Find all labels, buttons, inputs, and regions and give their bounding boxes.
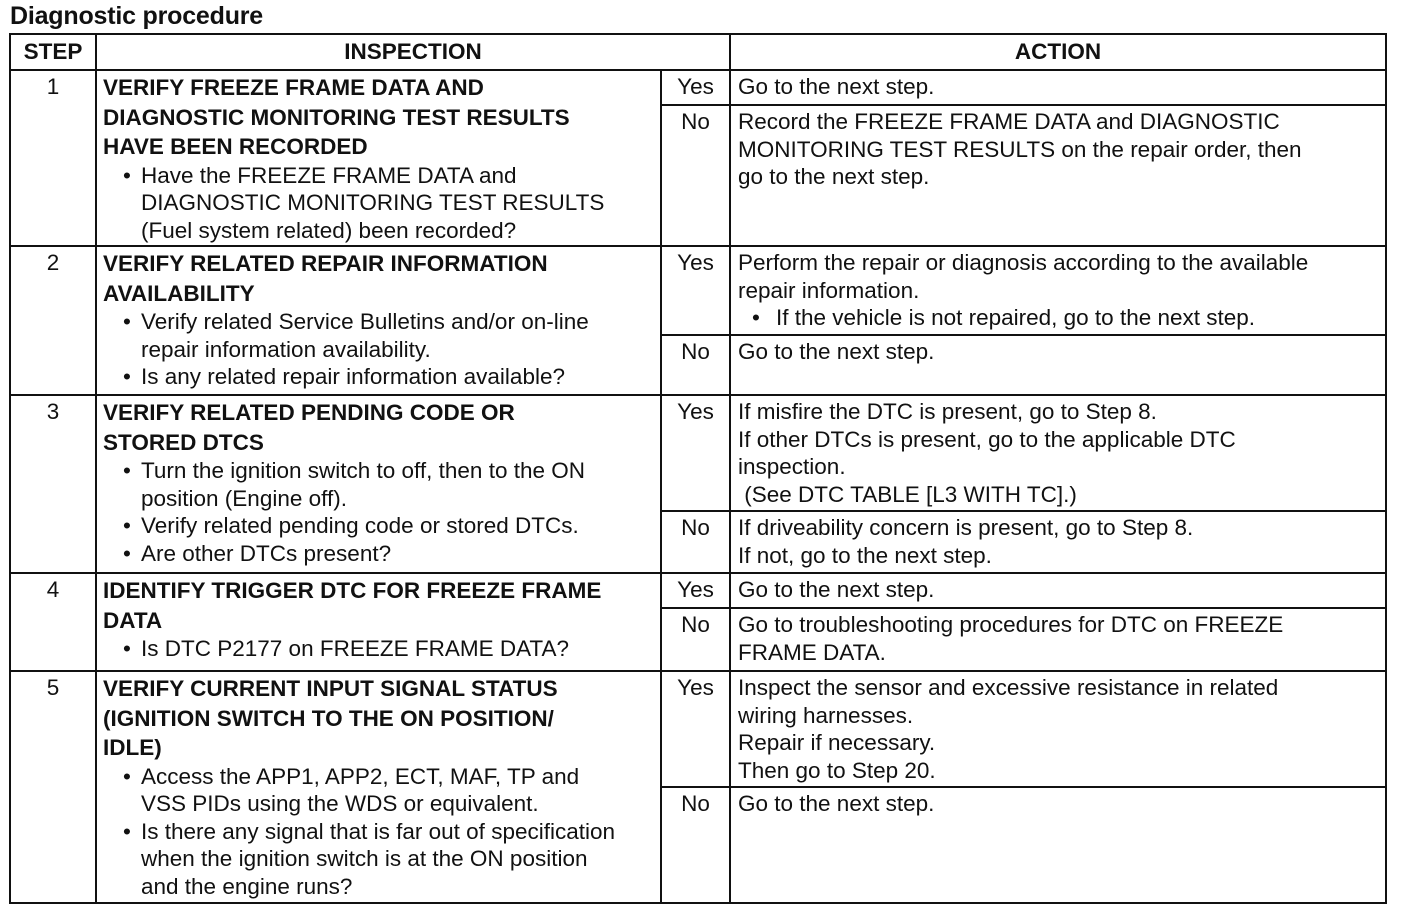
inspection-title xyxy=(103,249,654,308)
step-number: 2 xyxy=(10,246,96,395)
action-line: FRAME DATA. xyxy=(738,639,886,665)
no-action xyxy=(730,105,1386,246)
inspection-bullet xyxy=(123,162,654,245)
no-label: No xyxy=(661,511,730,573)
inspection-cell xyxy=(96,246,661,395)
inspection-title-line: VERIFY FREEZE FRAME DATA AND xyxy=(103,75,484,100)
step-number: 5 xyxy=(10,671,96,903)
inspection-bullet xyxy=(123,512,654,540)
inspection-bullets xyxy=(103,457,654,567)
inspection-bullets xyxy=(103,635,654,663)
action-line: If misfire the DTC is present, go to Step 8. xyxy=(738,399,1157,424)
yes-action xyxy=(730,671,1386,787)
no-action xyxy=(730,787,1386,903)
yes-label: Yes xyxy=(661,70,730,105)
action-line: Inspect the sensor and excessive resistance in related xyxy=(738,675,1279,700)
inspection-cell xyxy=(96,70,661,246)
header-step: STEP xyxy=(10,34,96,70)
no-action xyxy=(730,608,1386,671)
inspection-cell xyxy=(96,671,661,903)
inspection-title xyxy=(103,674,654,763)
inspection-bullet-line: VSS PIDs using the WDS or equivalent. xyxy=(141,791,539,816)
inspection-bullet-line: • Verify related pending code or stored DTCs. xyxy=(141,513,579,538)
step-number: 3 xyxy=(10,395,96,573)
no-label: No xyxy=(661,608,730,671)
action-bullets xyxy=(738,304,1377,332)
inspection-bullets xyxy=(103,763,654,901)
yes-label: Yes xyxy=(661,246,730,335)
table-row xyxy=(10,246,1386,335)
action-line: Perform the repair or diagnosis according to the available xyxy=(738,250,1309,275)
inspection-bullet-line: • Turn the ignition switch to off, then to the ON xyxy=(141,458,585,483)
inspection-cell xyxy=(96,573,661,671)
action-line: If other DTCs is present, go to the applicable DTC xyxy=(738,426,1236,452)
yes-label: Yes xyxy=(661,573,730,608)
header-inspection: INSPECTION xyxy=(96,34,730,70)
inspection-cell xyxy=(96,395,661,573)
action-line: Go to the next step. xyxy=(738,791,935,816)
inspection-title xyxy=(103,398,654,457)
action-bullet: • If the vehicle is not repaired, go to the next step. xyxy=(752,304,1377,332)
inspection-bullet xyxy=(123,457,654,512)
step-number: 1 xyxy=(10,70,96,246)
inspection-bullet-line: • Have the FREEZE FRAME DATA and xyxy=(141,162,517,188)
action-line: Go to the next step. xyxy=(738,74,935,99)
yes-action xyxy=(730,70,1386,105)
inspection-bullet-line: • Is DTC P2177 on FREEZE FRAME DATA? xyxy=(141,636,570,661)
inspection-bullet-line: • Are other DTCs present? xyxy=(141,540,392,566)
table-row xyxy=(10,395,1386,511)
step-number: 4 xyxy=(10,573,96,671)
no-label: No xyxy=(661,335,730,395)
inspection-bullet xyxy=(123,818,654,901)
yes-label: Yes xyxy=(661,671,730,787)
no-action xyxy=(730,335,1386,395)
inspection-bullet-line: (Fuel system related) been recorded? xyxy=(141,217,517,243)
inspection-bullets xyxy=(103,308,654,391)
action-line: repair information. xyxy=(738,277,920,303)
inspection-bullet xyxy=(123,363,654,391)
inspection-title-line: DATA xyxy=(103,607,163,633)
header-action: ACTION xyxy=(730,34,1386,70)
yes-action xyxy=(730,573,1386,608)
inspection-bullet xyxy=(123,308,654,363)
action-line: wiring harnesses. xyxy=(738,702,914,728)
action-line: (See DTC TABLE [L3 WITH TC].) xyxy=(738,481,1077,507)
table-row xyxy=(10,70,1386,105)
inspection-bullet xyxy=(123,540,654,568)
inspection-bullet-line: • Access the APP1, APP2, ECT, MAF, TP and xyxy=(141,763,580,789)
action-line: Go to the next step. xyxy=(738,339,935,364)
action-line: If driveability concern is present, go to Step 8. xyxy=(738,515,1194,540)
action-line: Record the FREEZE FRAME DATA and DIAGNOSTIC xyxy=(738,109,1280,134)
inspection-title-line: DIAGNOSTIC MONITORING TEST RESULTS xyxy=(103,104,570,130)
action-line: Go to troubleshooting procedures for DTC on FREEZE xyxy=(738,612,1284,637)
inspection-title-line: STORED DTCS xyxy=(103,429,264,455)
inspection-bullet-line: position (Engine off). xyxy=(141,485,347,511)
inspection-title-line: HAVE BEEN RECORDED xyxy=(103,134,368,159)
inspection-bullet-line: DIAGNOSTIC MONITORING TEST RESULTS xyxy=(141,190,605,215)
inspection-title-line: VERIFY RELATED REPAIR INFORMATION xyxy=(103,251,548,276)
no-label: No xyxy=(661,105,730,246)
inspection-title-line: IDENTIFY TRIGGER DTC FOR FREEZE FRAME xyxy=(103,578,602,603)
yes-action xyxy=(730,246,1386,335)
header-row xyxy=(10,34,1386,70)
no-action xyxy=(730,511,1386,573)
action-line: go to the next step. xyxy=(738,164,930,189)
inspection-title-line: IDLE) xyxy=(103,735,162,760)
inspection-title-line: VERIFY CURRENT INPUT SIGNAL STATUS xyxy=(103,676,558,701)
no-label: No xyxy=(661,787,730,903)
inspection-bullet-line: repair information availability. xyxy=(141,336,431,362)
action-line: Go to the next step. xyxy=(738,577,935,602)
action-line: inspection. xyxy=(738,454,846,479)
inspection-title xyxy=(103,576,654,635)
inspection-bullet xyxy=(123,763,654,818)
inspection-title-line: AVAILABILITY xyxy=(103,280,255,306)
action-line: Then go to Step 20. xyxy=(738,757,936,783)
action-line: MONITORING TEST RESULTS on the repair order, then xyxy=(738,136,1302,162)
page-title: Diagnostic procedure xyxy=(10,2,263,30)
inspection-title-line: VERIFY RELATED PENDING CODE OR xyxy=(103,400,515,425)
table-row xyxy=(10,573,1386,608)
inspection-title xyxy=(103,73,654,162)
inspection-bullet-line: • Verify related Service Bulletins and/or on-line xyxy=(141,309,589,334)
inspection-bullet-line: • Is any related repair information available? xyxy=(141,364,565,389)
action-line: If not, go to the next step. xyxy=(738,542,992,568)
yes-action xyxy=(730,395,1386,511)
inspection-title-line: (IGNITION SWITCH TO THE ON POSITION/ xyxy=(103,705,554,731)
action-line: Repair if necessary. xyxy=(738,730,936,755)
inspection-bullet-line: and the engine runs? xyxy=(141,873,353,899)
inspection-bullets xyxy=(103,162,654,245)
table-row xyxy=(10,671,1386,787)
inspection-bullet xyxy=(123,635,654,663)
diagnostic-table xyxy=(9,33,1387,904)
inspection-bullet-line: when the ignition switch is at the ON position xyxy=(141,846,588,871)
yes-label: Yes xyxy=(661,395,730,511)
inspection-bullet-line: • Is there any signal that is far out of specification xyxy=(141,818,616,844)
